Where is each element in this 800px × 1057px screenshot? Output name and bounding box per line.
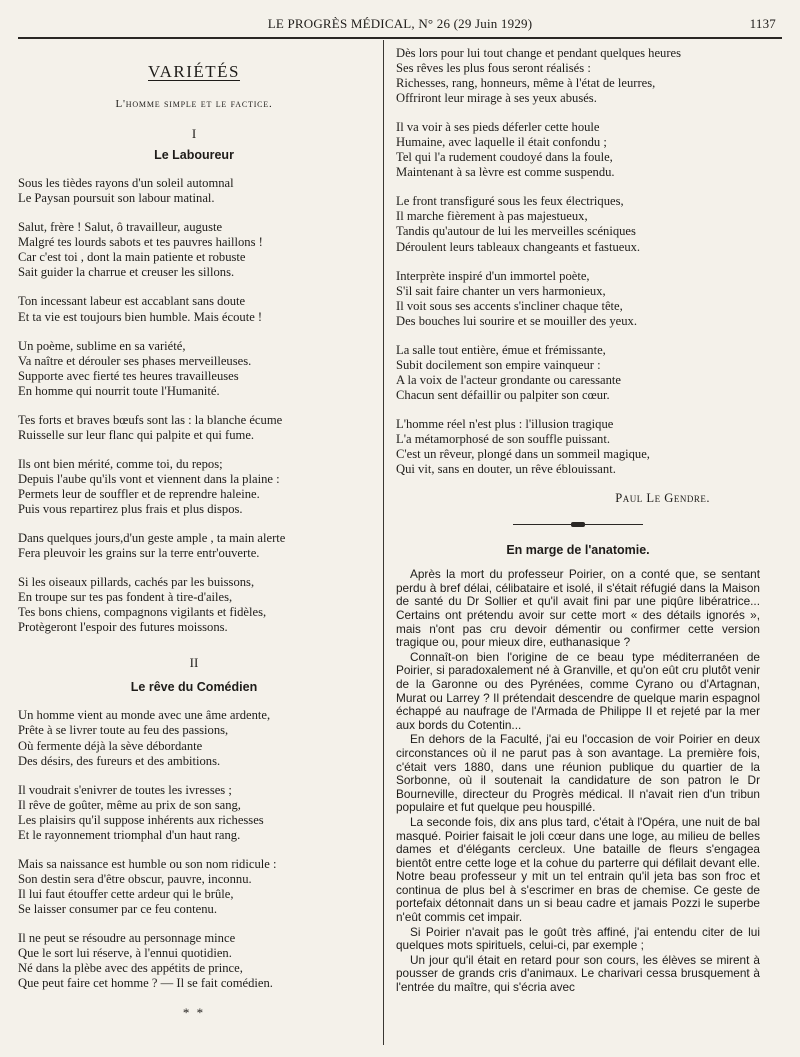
section-title: VARIÉTÉS [148, 62, 240, 81]
verse-line: Salut, frère ! Salut, ô travailleur, auguste [18, 220, 223, 235]
verse-line: Malgré tes lourds sabots et tes pauvres haillons ! [18, 235, 263, 250]
article-paragraph: La seconde fois, dix ans plus tard, c'était à l'Opéra, une nuit de bal masqué. Poirier faisait le joli cœur dans une loge, au milieu de belles dames et d'élégants cercleux. Une bataille de fleurs s'engagea bientôt entre cette loge et la cohue du parterre qui défilait devant elle. Notre beau professeur y mit un tel entrain qu'il jeta bas son froc et continua de plus bel à s'escrimer en bras de chemise. Ce geste de portefaix détonnait dans un si beau cadre et jamais Pozzi le superbe n'eût commis cet impair. [396, 814, 760, 925]
journal-title: LE PROGRÈS MÉDICAL, N° 26 (29 Juin 1929) [267, 16, 533, 31]
verse-line: Sait guider la charrue et creuser les sillons. [18, 265, 235, 280]
verse-line: En troupe sur tes pas fondent à tire-d'ailes, [18, 590, 233, 605]
part-numeral: II [189, 655, 199, 671]
stanza [396, 417, 760, 477]
article-paragraph: Un jour qu'il était en retard pour son cours, les élèves se mirent à pousser de grands cris d'animaux. Le charivari cessa brusquement à l'entrée du maître, qui s'écria avec [396, 952, 760, 995]
verse-line: Des bouches lui sourire et se mouiller des yeux. [396, 313, 637, 328]
verse-line: Et ta vie est toujours bien humble. Mais écoute ! [18, 309, 263, 324]
article-paragraph: Si Poirier n'avait pas le goût très affiné, j'ai entendu citer de lui quelques mots spirituels, celui-ci, par exemple ; [396, 924, 760, 953]
stanza [396, 46, 760, 106]
verse-line: Se laisser consumer par ce feu contenu. [18, 901, 217, 916]
stanza [18, 857, 370, 917]
left-column [18, 46, 370, 1020]
verse-line: Car c'est toi , dont la main patiente et robuste [18, 250, 246, 265]
asterism: * * [182, 1005, 206, 1021]
running-header [20, 14, 780, 36]
stanza [18, 457, 370, 517]
verse-line: Il va voir à ses pieds déferler cette houle [396, 120, 600, 135]
verse-line: En homme qui nourrit toute l'Humanité. [18, 383, 220, 398]
poem-body [18, 176, 370, 635]
verse-line: Chacun sent défaillir ou palpiter son cœur. [396, 387, 610, 402]
verse-line: Ton incessant labeur est accablant sans doute [18, 294, 246, 309]
verse-line: Où fermente déjà la sève débordante [18, 738, 203, 753]
verse-line: Ses rêves les plus fous seront réalisés : [396, 61, 591, 76]
verse-line: Et le rayonnement triomphal d'un haut rang. [18, 827, 241, 842]
verse-line: Richesses, rang, honneurs, même à l'état de leurres, [396, 76, 656, 91]
stanza [18, 783, 370, 843]
verse-line: Des désirs, des fureurs et des ambitions. [18, 753, 221, 768]
section-divider [513, 524, 643, 525]
stanza [396, 343, 760, 403]
verse-line: Dans quelques jours,d'un geste ample , ta main alerte [18, 531, 286, 546]
article-body [396, 568, 760, 994]
stanza [18, 294, 370, 324]
verse-line: La salle tout entière, émue et frémissante, [396, 342, 606, 357]
section-subtitle: L'homme simple et le factice. [115, 98, 273, 111]
stanza [18, 339, 370, 399]
stanza [18, 220, 370, 280]
verse-line: Il voudrait s'enivrer de toutes les ivresses ; [18, 782, 232, 797]
poem-body [18, 708, 370, 991]
verse-line: Le Paysan poursuit son labour matinal. [18, 191, 215, 206]
verse-line: Permets leur de souffler et de reprendre haleine. [18, 486, 260, 501]
verse-line: Tes bons chiens, compagnons vigilants et fidèles, [18, 605, 267, 620]
right-column [396, 46, 760, 996]
stanza [18, 931, 370, 991]
verse-line: Supporte avec fierté tes heures travailleuses [18, 368, 239, 383]
verse-line: Qui vit, sans en douter, un rêve éblouissant. [396, 462, 616, 477]
stanza [396, 120, 760, 180]
stanza [18, 531, 370, 561]
verse-line: Offriront leur mirage à ses yeux abusés. [396, 91, 597, 106]
stanza [18, 575, 370, 635]
stanza [18, 413, 370, 443]
verse-line: C'est un rêveur, plongé dans un sommeil magique, [396, 447, 650, 462]
verse-line: Né dans la plèbe avec des appétits de prince, [18, 961, 243, 976]
article-paragraph: Après la mort du professeur Poirier, on a conté que, se sentant perdu à bref délai, célibataire et isolé, il s'était réfugié dans la Maison de santé du Dr Sollier et qu'il avait fini par une piqûre libératrice... Certains ont prétendu avoir sur cette mort « des détails ignorés », mais n'ont pas cru devoir démentir ou confirmer cette version tragique ou, pour mieux dire, euthanasique ? [396, 567, 760, 650]
verse-line: L'a métamorphosé de son souffle puissant. [396, 431, 610, 446]
verse-line: Que le sort lui réserve, à l'ennui quotidien. [18, 946, 232, 961]
verse-line: Depuis l'aube qu'ils vont et viennent dans la plaine : [18, 471, 280, 486]
verse-line: Déroulent leurs tableaux changeants et fastueux. [396, 239, 641, 254]
poem-title: Le rêve du Comédien [130, 680, 258, 695]
verse-line: Ruisselle sur leur flanc qui palpite et qui fume. [18, 427, 255, 442]
stanza [18, 176, 370, 206]
verse-line: Son destin sera d'être obscur, pauvre, inconnu. [18, 871, 252, 886]
article-paragraph: En dehors de la Faculté, j'ai eu l'occasion de voir Poirier en deux circonstances où il ne parut pas à son avantage. La première fois, c'était vers 1880, dans une réunion publique du quartier de la Sorbonne, où il soutenait la candidature de son patron le Dr Bourneville, directeur du Progrès médical. Il n'avait rien d'un tribun populaire et fut quelque peu houspillé. [396, 732, 760, 815]
verse-line: Il lui faut étouffer cette ardeur qui le brûle, [18, 886, 234, 901]
header-rule [18, 37, 782, 39]
verse-line: Subit docilement son empire vainqueur : [396, 357, 601, 372]
verse-line: A la voix de l'acteur grondante ou caressante [396, 372, 622, 387]
verse-line: Ils ont bien mérité, comme toi, du repos; [18, 456, 223, 471]
verse-line: Un poème, sublime en sa variété, [18, 338, 186, 353]
verse-line: Il voit sous ses accents s'incliner chaque tête, [396, 298, 623, 313]
article-paragraph: Connaît-on bien l'origine de ce beau type méditerranéen de Poirier, si paradoxalement né à Granville, et qu'on eût cru plutôt venir de la Garonne ou des Pyrénées, comme Cyrano ou d'Artagnan, Murat ou Larrey ? Il prétendait descendre de quelque marin espagnol échappé au naufrage de l'Armada de Philippe II et rejeté par la mer aux bords du Cotentin... [396, 649, 760, 732]
verse-line: Prête à se livrer toute au feu des passions, [18, 723, 229, 738]
verse-line: Tandis qu'autour de lui les merveilles scéniques [396, 224, 636, 239]
verse-line: Sous les tièdes rayons d'un soleil automnal [18, 176, 234, 191]
verse-line: L'homme réel n'est plus : l'illusion tragique [396, 416, 614, 431]
poem-body [396, 46, 760, 477]
verse-line: Fera pleuvoir les grains sur la terre entr'ouverte. [18, 546, 260, 561]
column-divider [383, 40, 384, 1045]
verse-line: Il marche fièrement à pas majestueux, [396, 209, 588, 224]
verse-line: Va naître et dérouler ses phases merveilleuses. [18, 353, 252, 368]
verse-line: Il ne peut se résoudre au personnage mince [18, 930, 236, 945]
verse-line: Le front transfiguré sous les feux électriques, [396, 194, 624, 209]
verse-line: Les plaisirs qu'il suppose inhérents aux richesses [18, 812, 264, 827]
verse-line: Il rêve de goûter, même au prix de son sang, [18, 797, 241, 812]
page-number: 1137 [749, 16, 776, 31]
part-numeral: I [191, 126, 197, 142]
verse-line: Un homme vient au monde avec une âme ardente, [18, 708, 271, 723]
verse-line: Humaine, avec laquelle il était confondu ; [396, 135, 607, 150]
verse-line: Protègeront l'espoir des futures moissons. [18, 620, 228, 635]
verse-line: Tes forts et braves bœufs sont las : la blanche écume [18, 412, 283, 427]
article-title: En marge de l'anatomie. [506, 543, 650, 558]
verse-line: Interprète inspiré d'un immortel poète, [396, 268, 590, 283]
author-signature: Paul Le Gendre. [615, 491, 710, 506]
verse-line: Mais sa naissance est humble ou son nom ridicule : [18, 856, 277, 871]
verse-line: Maintenant à sa lèvre est comme suspendu. [396, 165, 615, 180]
verse-line: Dès lors pour lui tout change et pendant quelques heures [396, 46, 682, 60]
stanza [396, 194, 760, 254]
poem-title: Le Laboureur [154, 148, 234, 163]
verse-line: Si les oiseaux pillards, cachés par les buissons, [18, 575, 255, 590]
verse-line: Puis vous repartirez plus frais et plus dispos. [18, 501, 243, 516]
verse-line: S'il sait faire chanter un vers harmonieux, [396, 283, 606, 298]
verse-line: Tel qui l'a rudement coudoyé dans la foule, [396, 150, 613, 165]
stanza [396, 269, 760, 329]
verse-line: Que peut faire cet homme ? — Il se fait comédien. [18, 976, 273, 991]
stanza [18, 708, 370, 768]
